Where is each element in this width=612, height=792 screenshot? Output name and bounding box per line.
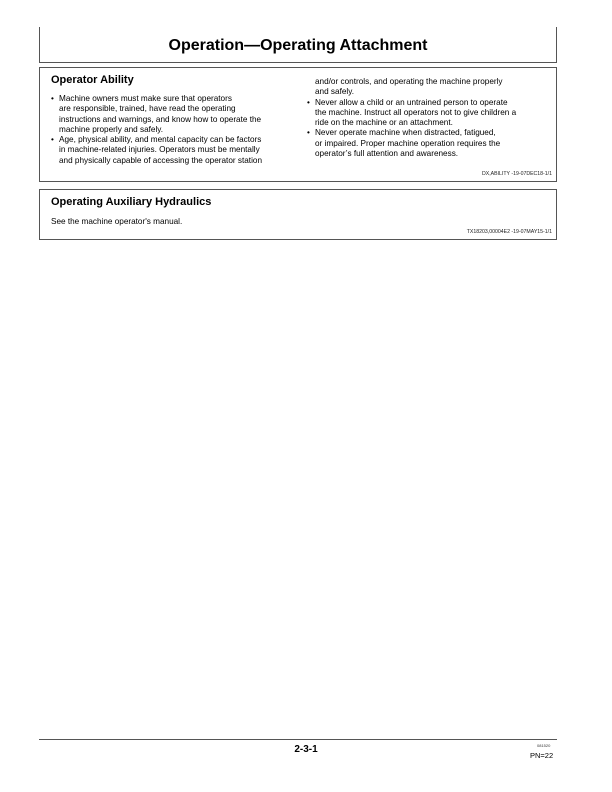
auxiliary-hydraulics-reference: TX18203,00004E2 -19-07MAY15-1/1 [466, 229, 552, 235]
operator-ability-heading: Operator Ability [51, 74, 134, 86]
operator-ability-left-column [51, 94, 301, 166]
bullet-line: instructions and warnings, and know how to operate the [59, 114, 262, 124]
auxiliary-hydraulics-text: See the machine operator's manual. [51, 217, 183, 226]
bullet-item [307, 128, 552, 159]
bullet-line: operator’s full attention and awareness. [315, 149, 459, 159]
bullet-line: and/or controls, and operating the machine properly [315, 77, 503, 86]
bullet-line: the machine. Instruct all operators not to give children a [315, 107, 517, 117]
bullet-line: or impaired. Proper machine operation requires the [315, 138, 501, 148]
bullet-item [51, 94, 301, 135]
bullet-line: • Machine owners must make sure that operators [59, 94, 232, 103]
bullet-line: • Never allow a child or an untrained person to operate [315, 97, 508, 107]
bullet-line: ride on the machine or an attachment. [315, 118, 453, 128]
bullet-line: • Age, physical ability, and mental capacity can be factors [59, 135, 262, 145]
bullet-line: and safely. [315, 87, 354, 97]
footer-rule [39, 739, 557, 740]
bullet-line: and physically capable of accessing the operator station [59, 155, 262, 165]
auxiliary-hydraulics-section [39, 189, 557, 240]
bullet-line: machine properly and safely. [59, 124, 164, 134]
page-title: Operation—Operating Attachment [168, 37, 428, 54]
bullet-line: • Never operate machine when distracted, fatigued, [315, 128, 496, 138]
continued-item [307, 77, 552, 98]
operator-ability-reference: DX,ABILITY -19-07DEC18-1/1 [482, 171, 552, 177]
footer-code: 081520 [537, 743, 551, 748]
bullet-item [307, 98, 552, 129]
operator-ability-section [39, 67, 557, 182]
bullet-item [51, 135, 301, 166]
bullet-line: are responsible, trained, have read the operating [59, 104, 236, 114]
page-number: 2-3-1 [294, 744, 318, 755]
auxiliary-hydraulics-heading: Operating Auxiliary Hydraulics [51, 196, 212, 208]
operator-ability-right-column [307, 77, 552, 159]
bullet-line: in machine-related injuries. Operators must be mentally [59, 145, 260, 155]
footer-pn: PN=22 [530, 751, 554, 760]
